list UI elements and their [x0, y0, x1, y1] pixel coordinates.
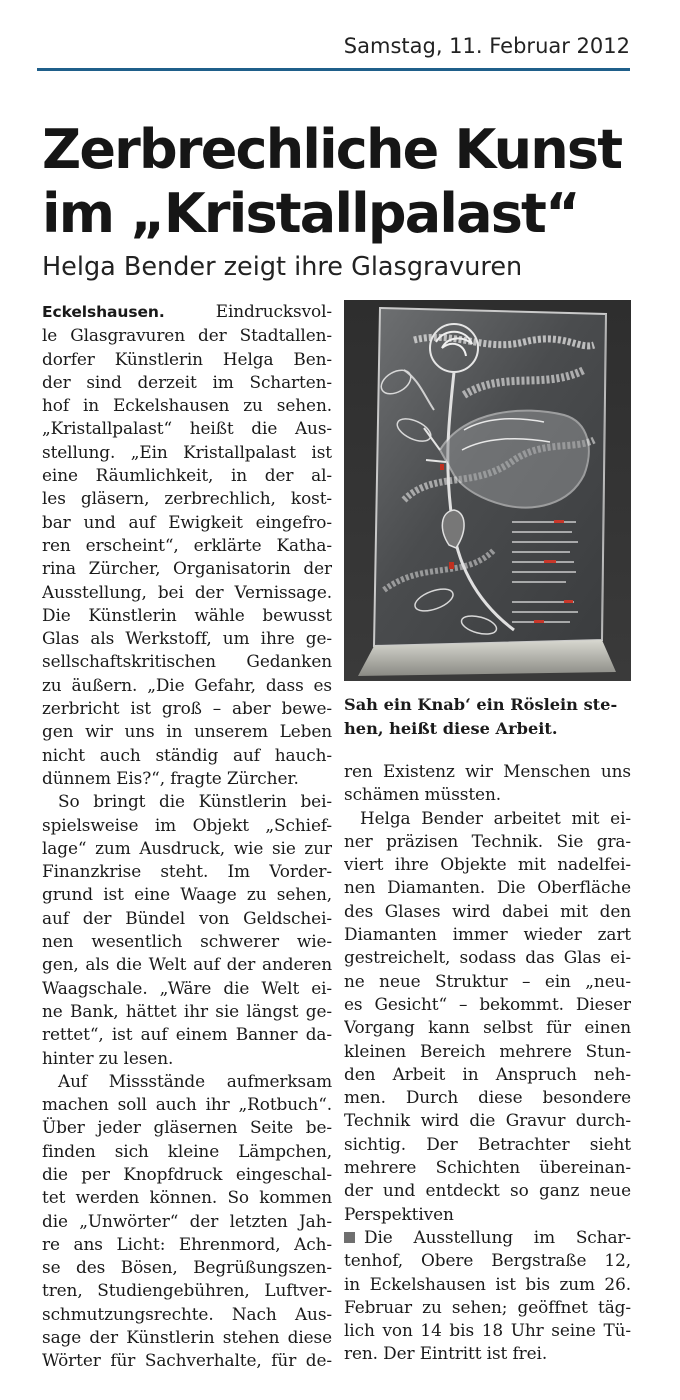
- text-line: gen, als die Welt auf der anderen: [42, 954, 332, 975]
- text-line: sellschaftskritischen Gedanken: [42, 651, 332, 672]
- text-line: rettet“, ist auf einem Banner da-: [42, 1024, 332, 1045]
- text-line: die per Knopfdruck eingeschal-: [42, 1163, 332, 1184]
- text-line: sichtig. Der Betrachter sieht: [344, 1133, 631, 1154]
- text-line: Diamanten immer wieder zart: [344, 924, 631, 945]
- text-line: ren Existenz wir Menschen uns: [344, 761, 631, 781]
- text-line: Vorgang kann selbst für einen: [344, 1017, 631, 1038]
- text-line: lage“ zum Ausdruck, wie sie zur: [42, 837, 332, 858]
- text-line: gestreichelt, sodass das Glas ei-: [344, 947, 631, 968]
- text-line: men. Durch diese besondere: [344, 1087, 631, 1108]
- text-line: „Kristallpalast“ heißt die Aus-: [42, 418, 332, 439]
- text-line: Über jeder gläsernen Seite be-: [42, 1117, 332, 1138]
- text-line: se des Bösen, Begrüßungszen-: [42, 1257, 332, 1278]
- text-line: stellung. „Ein Kristallpalast ist: [42, 441, 332, 462]
- text-line: tenhof, Obere Bergstraße 12,: [344, 1250, 631, 1271]
- photo-caption-line-1: Sah ein Knab‘ ein Röslein ste-: [344, 695, 618, 714]
- subheadline: Helga Bender zeigt ihre Glasgravuren: [42, 252, 523, 282]
- text-line: mehrere Schichten übereinan-: [344, 1157, 631, 1178]
- text-line: Die Künstlerin wähle bewusst: [42, 604, 332, 625]
- text-line: kleinen Bereich mehrere Stun-: [344, 1040, 631, 1061]
- text-line: dünnem Eis?“, fragte Zürcher.: [42, 767, 299, 788]
- text-line: Ausstellung, bei der Vernissage.: [42, 581, 332, 602]
- text-line: schämen müssten.: [344, 784, 501, 805]
- text-line: ren. Der Eintritt ist frei.: [344, 1343, 548, 1364]
- text-line: grund ist eine Waage zu sehen,: [42, 884, 332, 905]
- text-line: dorfer Künstlerin Helga Ben-: [42, 348, 332, 369]
- text-line: spielsweise im Objekt „Schief-: [42, 814, 332, 835]
- text-line: zerbricht ist groß – aber bewe-: [42, 698, 332, 719]
- text-line: gen wir uns in unserem Leben: [42, 721, 332, 742]
- text-line: die „Unwörter“ der letzten Jah-: [42, 1210, 332, 1231]
- text-line: viert ihre Objekte mit nadelfei-: [344, 854, 631, 875]
- text-line: Helga Bender arbeitet mit ei-: [360, 807, 631, 828]
- text-line: schmutzungsrechte. Nach Aus-: [42, 1303, 332, 1324]
- text-line: [344, 1226, 631, 1249]
- text-line: tren, Studiengebühren, Luftver-: [42, 1280, 332, 1301]
- text-line: machen soll auch ihr „Rotbuch“.: [42, 1094, 332, 1115]
- text-line: des Glases wird dabei mit den: [344, 900, 631, 921]
- square-bullet-icon: [344, 1232, 355, 1243]
- text-line: hinter zu lesen.: [42, 1047, 174, 1068]
- header-rule: [37, 68, 630, 71]
- photo-caption-line-2: hen, heißt diese Arbeit.: [344, 718, 558, 738]
- article-column-1: [42, 300, 332, 1373]
- text-line: Finanzkrise steht. Im Vorder-: [42, 861, 332, 882]
- photo-caption: [344, 693, 631, 740]
- text-line: es Gesicht“ – bekommt. Dieser: [344, 993, 631, 1014]
- dateline-date: Samstag, 11. Februar 2012: [343, 34, 630, 58]
- text-line: zu äußern. „Die Gefahr, dass es: [42, 674, 332, 695]
- article-column-2: [344, 760, 631, 1366]
- text-line: nicht auch ständig auf hauch-: [42, 744, 332, 765]
- text-line: nen wesentlich schwerer wie-: [42, 931, 332, 952]
- text-line: le Glasgravuren der Stadtallen-: [42, 325, 332, 346]
- text-line: Technik wird die Gravur durch-: [344, 1110, 631, 1131]
- text-line: den Arbeit in Anspruch neh-: [344, 1063, 631, 1084]
- text-line: Glas als Werkstoff, um ihre ge-: [42, 628, 332, 649]
- text-line: Februar zu sehen; geöffnet täg-: [344, 1296, 631, 1317]
- dateline-place: Eckelshausen.: [42, 303, 216, 321]
- text-line: der sind derzeit im Scharten-: [42, 371, 332, 392]
- text-line: auf der Bündel von Geldschei-: [42, 907, 332, 928]
- photo-glass-engraving: [344, 300, 631, 681]
- text-line: ne Bank, hättet ihr sie längst ge-: [42, 1000, 332, 1021]
- text-line: in Eckelshausen ist bis zum 26.: [344, 1273, 631, 1294]
- text-line: hof in Eckelshausen zu sehen.: [42, 395, 332, 416]
- text-line: ne neue Struktur – ein „neu-: [344, 970, 631, 991]
- text-line-content: Die Ausstellung im Schar-: [364, 1226, 631, 1247]
- text-line: finden sich kleine Lämpchen,: [42, 1140, 332, 1161]
- headline-line-2: im „Kristallpalast“: [42, 182, 579, 245]
- headline-line-1: Zerbrechliche Kunst: [42, 118, 622, 181]
- text-line-content: Eindrucksvol-: [215, 301, 332, 321]
- text-line: [42, 300, 332, 324]
- text-line: sage der Künstlerin stehen diese: [42, 1327, 332, 1348]
- text-line: Waagschale. „Wäre die Welt ei-: [42, 977, 332, 998]
- text-line: bar und auf Ewigkeit eingefro-: [42, 511, 332, 532]
- text-line: So bringt die Künstlerin bei-: [58, 791, 332, 812]
- text-line: Perspektiven: [344, 1203, 454, 1224]
- text-line: les gläsern, zerbrechlich, kost-: [42, 488, 332, 509]
- text-line: Auf Missstände aufmerksam: [58, 1070, 332, 1091]
- text-line: re ans Licht: Ehrenmord, Ach-: [42, 1233, 332, 1254]
- text-line: eine Räumlichkeit, in der al-: [42, 465, 332, 486]
- headline: [42, 118, 642, 246]
- text-line: ren erscheint“, erklärte Katha-: [42, 534, 332, 555]
- text-line: Wörter für Sachverhalte, für de-: [42, 1350, 332, 1371]
- text-line: ner präzisen Technik. Sie gra-: [344, 830, 631, 851]
- text-line: rina Zürcher, Organisatorin der: [42, 558, 332, 579]
- text-line: nen Diamanten. Die Oberfläche: [344, 877, 631, 898]
- text-line: der und entdeckt so ganz neue: [344, 1180, 631, 1201]
- text-line: lich von 14 bis 18 Uhr seine Tü-: [344, 1320, 631, 1341]
- text-line: tet werden können. So kommen: [42, 1187, 332, 1208]
